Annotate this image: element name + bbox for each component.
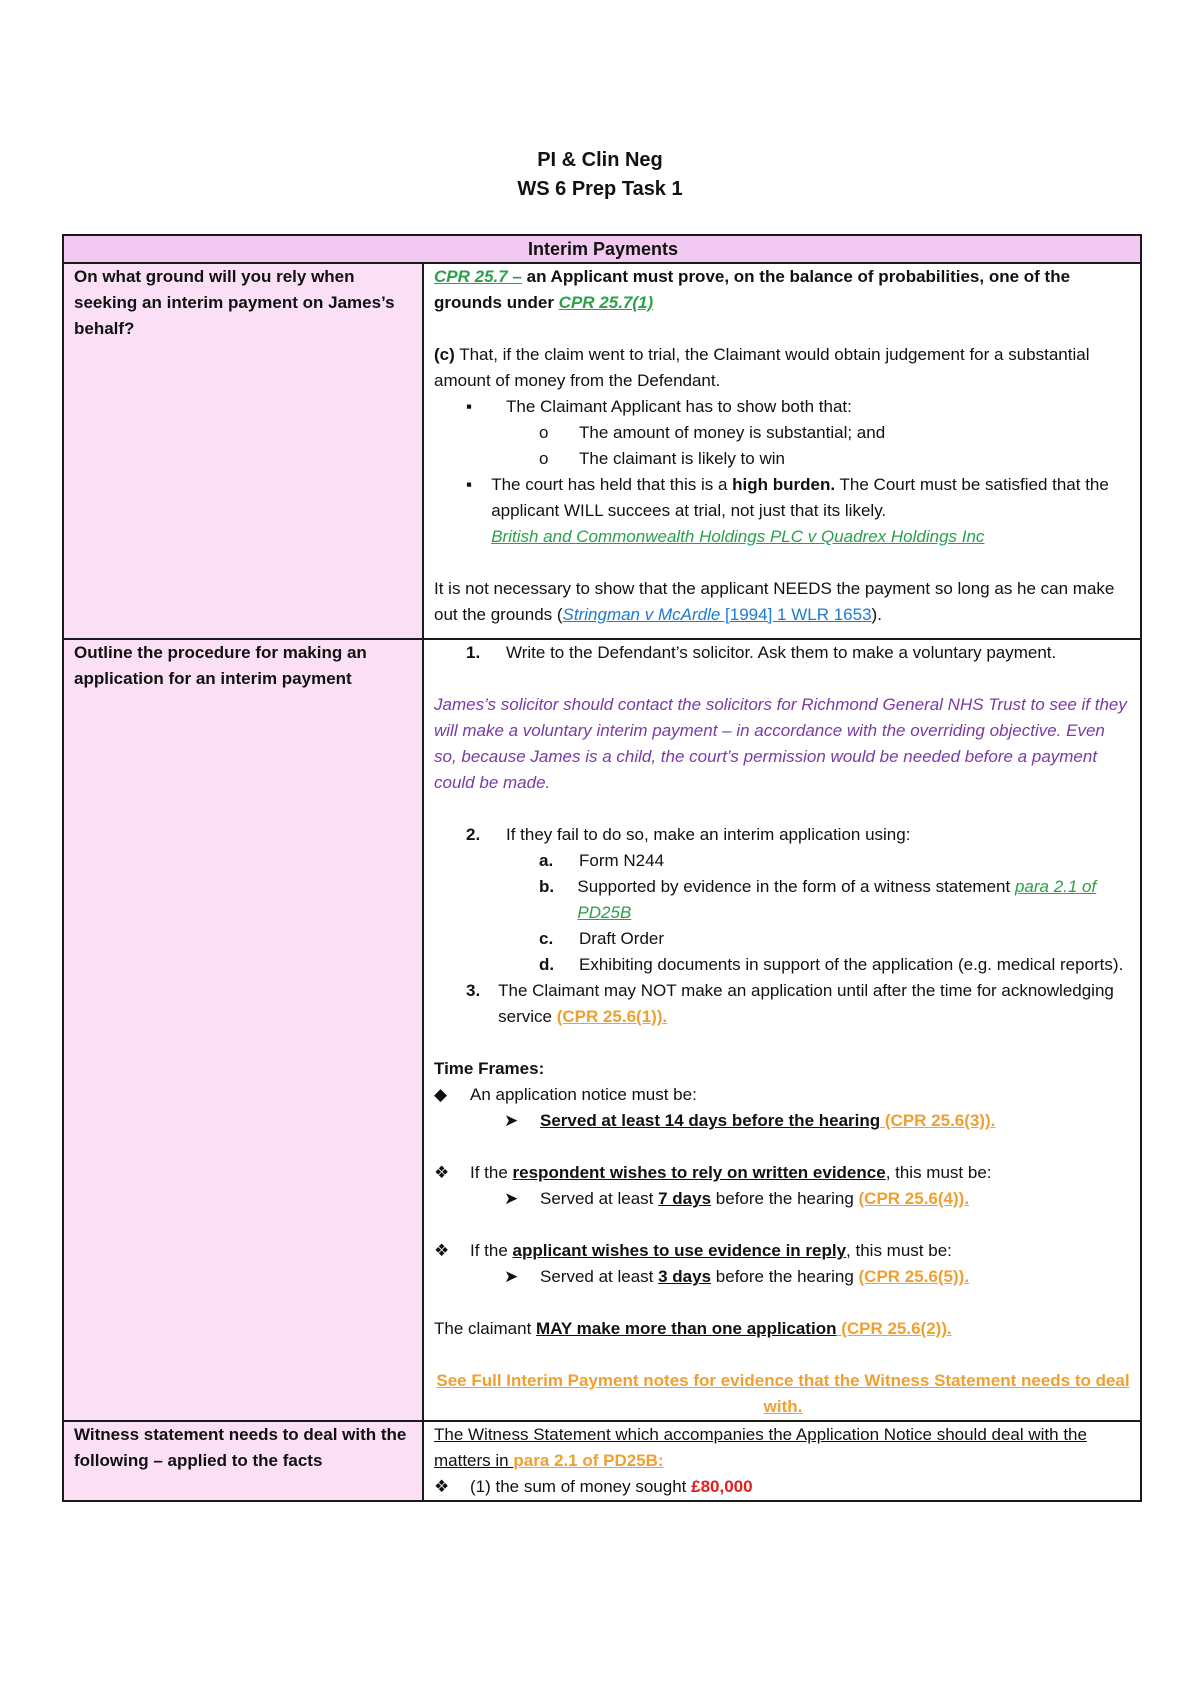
burden-pre: The court has held that this is a (491, 475, 733, 494)
sub-letter: a. (539, 851, 554, 870)
list-item (434, 978, 1132, 1030)
four-diamond-bullet-icon: ❖ (434, 1163, 450, 1182)
ground-c (434, 342, 1132, 394)
tf1a-text: Served at least 14 days before the hearing (540, 1111, 881, 1130)
case-link[interactable]: Stringman v McArdle (562, 605, 721, 624)
list-item (434, 1238, 1132, 1264)
four-diamond-bullet-icon: ❖ (434, 1241, 450, 1260)
ground-intro (434, 264, 1132, 316)
tf2-pre: If the (470, 1163, 513, 1182)
list-item-text: Write to the Defendant’s solicitor. Ask them to make a voluntary payment. (506, 643, 1057, 662)
document-title (0, 146, 1200, 204)
needs-pre: It is not necessary to show that the applicant NEEDS the payment so long as he can make out the grounds ( (434, 579, 1115, 624)
list-item (434, 926, 1132, 952)
tf3-pre: If the (470, 1241, 513, 1260)
list-item (434, 1264, 1132, 1290)
list-item (434, 446, 1132, 472)
square-bullet-icon: ▪ (466, 475, 473, 494)
tf3a-post: before the hearing (711, 1267, 859, 1286)
tf2a-bold: 7 days (658, 1189, 712, 1208)
case-link[interactable]: British and Commonwealth Holdings PLC v Quadrex Holdings Inc (491, 527, 985, 546)
list-item-text (540, 1108, 995, 1134)
sum-text: (1) the sum of money sought (470, 1477, 692, 1496)
time-frames-heading: Time Frames: (434, 1059, 545, 1078)
may-paragraph (434, 1316, 1132, 1342)
list-item-text (577, 874, 1132, 926)
table-heading: Interim Payments (63, 235, 1141, 263)
ground-c-label: (c) (434, 345, 455, 364)
title-line-1: PI & Clin Neg (537, 149, 663, 171)
answer-ground (423, 263, 1141, 639)
cpr-ref-link[interactable]: (CPR 25.6(1)). (556, 1007, 668, 1026)
list-item (434, 848, 1132, 874)
purple-note: James’s solicitor should contact the solicitors for Richmond General NHS Trust to see if they will make a voluntary interim payment – in accordance with the overriding objective. Even so, because James is a child, the court’s permission would be needed before a payment could be made. (434, 695, 1127, 792)
needs-paragraph (434, 576, 1132, 628)
sub-letter: b. (539, 877, 555, 896)
tf3-post: , this must be: (846, 1241, 952, 1260)
tf2a-pre: Served at least (540, 1189, 659, 1208)
needs-post: ). (871, 605, 882, 624)
list-item-text (470, 1238, 952, 1264)
step-number: 3. (466, 981, 481, 1000)
witness-text: Supported by evidence in the form of a witness statement (577, 877, 1015, 896)
interim-payments-table (62, 234, 1142, 1502)
tf2a-post: before the hearing (711, 1189, 859, 1208)
arrow-bullet-icon: ➤ (504, 1189, 519, 1208)
tf3-bold: applicant wishes to use evidence in reply (512, 1241, 847, 1260)
list-item (434, 1186, 1132, 1212)
answer-procedure (423, 639, 1141, 1421)
sub-letter: c. (539, 929, 554, 948)
circle-bullet-icon: o (539, 449, 549, 468)
list-item-text: An application notice must be: (470, 1085, 697, 1104)
cpr-ref-link[interactable]: (CPR 25.6(4)). (858, 1189, 970, 1208)
see-full-notes-link[interactable]: See Full Interim Payment notes for evidence that the Witness Statement needs to deal with. (436, 1371, 1130, 1416)
list-item-text: Exhibiting documents in support of the application (e.g. medical reports). (579, 955, 1124, 974)
list-item (434, 420, 1132, 446)
list-item-text: The Claimant Applicant has to show both that: (506, 397, 852, 416)
list-item-text: Form N244 (579, 851, 665, 870)
sum-amount: £80,000 (691, 1477, 753, 1496)
list-item (434, 472, 1132, 550)
tf2-bold: respondent wishes to rely on written evidence (512, 1163, 886, 1182)
witness-intro-text: The Witness Statement which accompanies the Application Notice should deal with the matters in (434, 1425, 1087, 1470)
list-item-text: The claimant is likely to win (579, 449, 785, 468)
cpr-ref-link[interactable]: (CPR 25.6(3)). (880, 1111, 996, 1130)
list-item (434, 640, 1132, 666)
sub-letter: d. (539, 955, 555, 974)
question-procedure: Outline the procedure for making an application for an interim payment (63, 639, 423, 1421)
cpr-ref-link[interactable]: CPR 25.7 – (434, 267, 522, 286)
step-number: 2. (466, 825, 481, 844)
list-item-text (470, 1160, 992, 1186)
arrow-bullet-icon: ➤ (504, 1267, 519, 1286)
list-item (434, 952, 1132, 978)
list-item (434, 1474, 1132, 1500)
pd-ref-link[interactable]: para 2.1 of PD25B: (513, 1451, 664, 1470)
pd-ref-link[interactable]: para 2.1 of PD25B (577, 877, 1097, 922)
list-item (434, 874, 1132, 926)
title-line-2: WS 6 Prep Task 1 (517, 178, 683, 200)
tf3a-pre: Served at least (540, 1267, 659, 1286)
tf3a-bold: 3 days (658, 1267, 712, 1286)
step-number: 1. (466, 643, 481, 662)
case-citation-link[interactable]: [1994] 1 WLR 1653 (720, 605, 872, 624)
arrow-bullet-icon: ➤ (504, 1111, 519, 1130)
question-ground: On what ground will you rely when seeking an interim payment on James’s behalf? (63, 263, 423, 639)
step3-text: The Claimant may NOT make an application until after the time for acknowledging service (498, 981, 1114, 1026)
ground-c-text: That, if the claim went to trial, the Claimant would obtain judgement for a substantial amount of money from the Defendant. (434, 345, 1090, 390)
witness-intro (434, 1422, 1132, 1474)
list-item (434, 1108, 1132, 1134)
cpr-ref-link[interactable]: (CPR 25.6(5)). (858, 1267, 970, 1286)
four-diamond-bullet-icon: ❖ (434, 1477, 450, 1496)
burden-post: The Court must be satisfied that the applicant WILL succees at trial, not just that its likely. (491, 475, 1109, 520)
diamond-bullet-icon: ◆ (434, 1085, 448, 1104)
list-item (434, 1160, 1132, 1186)
circle-bullet-icon: o (539, 423, 549, 442)
list-item-text (540, 1186, 969, 1212)
list-item-text: Draft Order (579, 929, 665, 948)
tf2-post: , this must be: (885, 1163, 992, 1182)
list-item-text (491, 472, 1132, 550)
question-witness-statement: Witness statement needs to deal with the following – applied to the facts (63, 1421, 423, 1501)
answer-witness-statement (423, 1421, 1141, 1501)
list-item-text (498, 978, 1132, 1030)
burden-bold: high burden. (732, 475, 836, 494)
list-item (434, 822, 1132, 848)
list-item-text (540, 1264, 969, 1290)
ground-intro-text: an Applicant must prove, on the balance of probabilities, one of the grounds under (434, 267, 1071, 312)
cpr-ref-link[interactable]: (CPR 25.6(2)). (836, 1319, 952, 1338)
square-bullet-icon: ▪ (466, 397, 473, 416)
may-pre: The claimant (434, 1319, 537, 1338)
list-item (434, 394, 1132, 420)
list-item-text: If they fail to do so, make an interim application using: (506, 825, 911, 844)
cpr-ref-link[interactable]: CPR 25.7(1) (558, 293, 654, 312)
list-item-text: The amount of money is substantial; and (579, 423, 886, 442)
list-item-text (470, 1474, 753, 1500)
may-bold: MAY make more than one application (536, 1319, 837, 1338)
list-item (434, 1082, 1132, 1108)
